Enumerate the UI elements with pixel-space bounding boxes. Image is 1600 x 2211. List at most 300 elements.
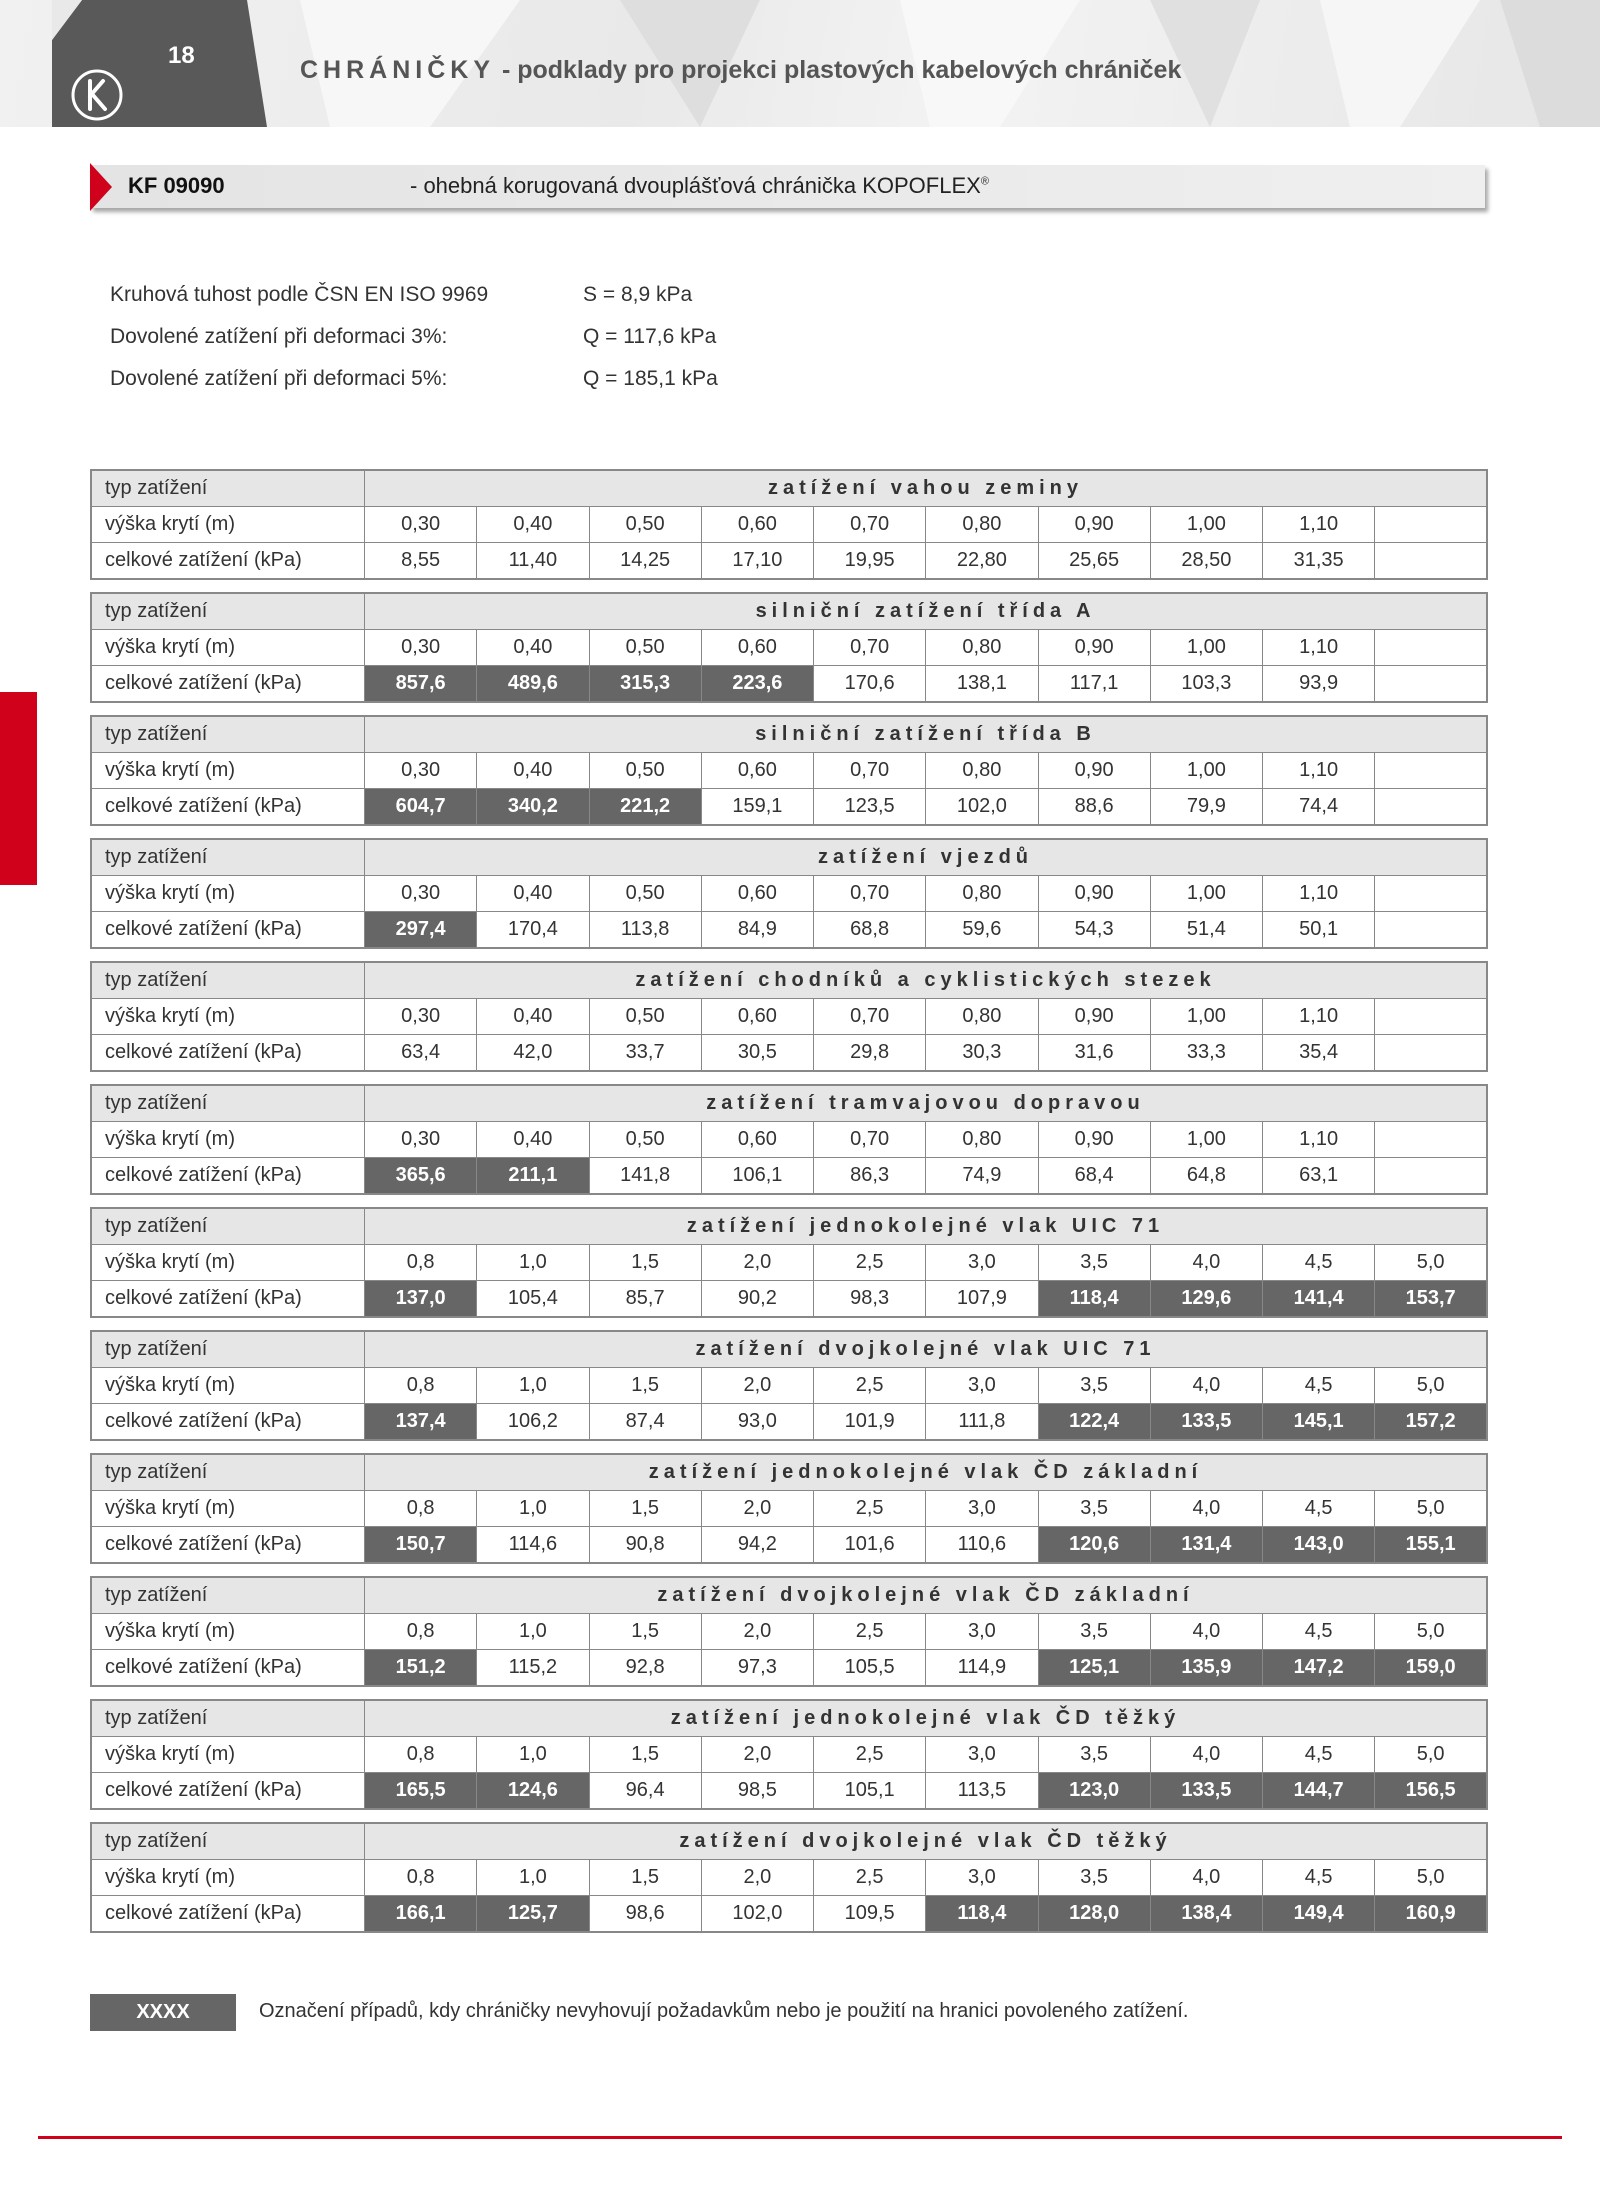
- table-row-type: [91, 1823, 1487, 1860]
- height-cell: 2,5: [814, 1614, 926, 1650]
- table-row-load: [91, 1158, 1487, 1195]
- height-cell: 1,0: [477, 1614, 589, 1650]
- height-cell: 4,5: [1263, 1614, 1375, 1650]
- row-label-height: výška krytí (m): [91, 876, 365, 912]
- load-cell: 90,2: [701, 1281, 813, 1318]
- table-row-load: [91, 1650, 1487, 1687]
- height-cell: 0,8: [365, 1737, 477, 1773]
- height-cell: 0,50: [589, 999, 701, 1035]
- row-label-total: celkové zatížení (kPa): [91, 1650, 365, 1687]
- load-cell-exceeded: 120,6: [1038, 1527, 1150, 1564]
- table-row-type: [91, 716, 1487, 753]
- load-cell: 138,1: [926, 666, 1038, 703]
- row-label-total: celkové zatížení (kPa): [91, 912, 365, 949]
- load-cell: 113,5: [926, 1773, 1038, 1810]
- table-row-load: [91, 1773, 1487, 1810]
- load-cell: 84,9: [701, 912, 813, 949]
- load-cell: 170,6: [814, 666, 926, 703]
- height-cell: 0,60: [701, 753, 813, 789]
- height-cell: 2,0: [701, 1737, 813, 1773]
- load-cell: 92,8: [589, 1650, 701, 1687]
- row-label-height: výška krytí (m): [91, 999, 365, 1035]
- row-label-height: výška krytí (m): [91, 1491, 365, 1527]
- height-cell: 4,5: [1263, 1860, 1375, 1896]
- height-cell: 0,80: [926, 630, 1038, 666]
- height-cell: 1,00: [1150, 1122, 1262, 1158]
- height-cell: 0,70: [814, 753, 926, 789]
- height-cell: 4,5: [1263, 1491, 1375, 1527]
- height-cell: 4,0: [1150, 1368, 1262, 1404]
- load-table: [90, 1699, 1488, 1810]
- height-cell: 0,40: [477, 876, 589, 912]
- height-cell: 1,5: [589, 1245, 701, 1281]
- load-cell-exceeded: 118,4: [1038, 1281, 1150, 1318]
- row-label-type: typ zatížení: [91, 962, 365, 999]
- row-label-total: celkové zatížení (kPa): [91, 1527, 365, 1564]
- load-cell: 8,55: [365, 543, 477, 580]
- load-cell: 42,0: [477, 1035, 589, 1072]
- height-cell: 0,70: [814, 1122, 926, 1158]
- load-cell: 88,6: [1038, 789, 1150, 826]
- load-cell: 35,4: [1263, 1035, 1375, 1072]
- load-cell-exceeded: 157,2: [1375, 1404, 1487, 1441]
- load-type-title: zatížení dvojkolejné vlak ČD základní: [365, 1577, 1488, 1614]
- row-label-type: typ zatížení: [91, 716, 365, 753]
- load-cell: 113,8: [589, 912, 701, 949]
- height-cell: 0,90: [1038, 507, 1150, 543]
- height-cell: 3,5: [1038, 1368, 1150, 1404]
- load-cell-exceeded: 129,6: [1150, 1281, 1262, 1318]
- load-cell: 98,3: [814, 1281, 926, 1318]
- load-cell-exceeded: 138,4: [1150, 1896, 1262, 1933]
- row-label-type: typ zatížení: [91, 1700, 365, 1737]
- table-row-load: [91, 1527, 1487, 1564]
- height-cell: 0,70: [814, 630, 926, 666]
- row-label-height: výška krytí (m): [91, 753, 365, 789]
- load-cell: 22,80: [926, 543, 1038, 580]
- height-cell: 4,5: [1263, 1737, 1375, 1773]
- page-number: 18: [168, 42, 195, 69]
- height-cell: 0,60: [701, 999, 813, 1035]
- height-cell: 0,80: [926, 876, 1038, 912]
- load-cell: 110,6: [926, 1527, 1038, 1564]
- height-cell: 1,10: [1263, 507, 1375, 543]
- table-row-height: [91, 1122, 1487, 1158]
- load-cell-exceeded: 137,0: [365, 1281, 477, 1318]
- load-cell: 74,9: [926, 1158, 1038, 1195]
- load-cell: [1375, 1158, 1487, 1195]
- load-cell: 51,4: [1150, 912, 1262, 949]
- load-cell: 11,40: [477, 543, 589, 580]
- load-cell-exceeded: 133,5: [1150, 1404, 1262, 1441]
- load-cell: 63,4: [365, 1035, 477, 1072]
- table-row-type: [91, 962, 1487, 999]
- table-row-type: [91, 1577, 1487, 1614]
- load-type-title: silniční zatížení třída B: [365, 716, 1488, 753]
- height-cell: 1,5: [589, 1491, 701, 1527]
- height-cell: 0,50: [589, 1122, 701, 1158]
- load-cell-exceeded: 122,4: [1038, 1404, 1150, 1441]
- load-cell: 31,6: [1038, 1035, 1150, 1072]
- height-cell: 5,0: [1375, 1491, 1487, 1527]
- product-description: - ohebná korugovaná dvouplášťová chránička KOPOFLEX®: [410, 173, 989, 198]
- table-row-height: [91, 507, 1487, 543]
- load-table: [90, 961, 1488, 1072]
- load-cell: 28,50: [1150, 543, 1262, 580]
- load-table: [90, 1084, 1488, 1195]
- load-cell-exceeded: 143,0: [1263, 1527, 1375, 1564]
- table-row-load: [91, 1404, 1487, 1441]
- load-cell-exceeded: 141,4: [1263, 1281, 1375, 1318]
- height-cell: 0,40: [477, 630, 589, 666]
- load-cell: 54,3: [1038, 912, 1150, 949]
- height-cell: 1,10: [1263, 999, 1375, 1035]
- load-type-title: zatížení jednokolejné vlak ČD těžký: [365, 1700, 1488, 1737]
- load-tables: [90, 469, 1488, 1945]
- height-cell: 0,40: [477, 1122, 589, 1158]
- height-cell: 1,5: [589, 1737, 701, 1773]
- height-cell: 0,70: [814, 507, 926, 543]
- row-label-type: typ zatížení: [91, 1577, 365, 1614]
- table-row-type: [91, 1700, 1487, 1737]
- height-cell: 3,0: [926, 1737, 1038, 1773]
- bottom-rule: [38, 2136, 1562, 2139]
- load-cell-exceeded: 156,5: [1375, 1773, 1487, 1810]
- spec-label-load-3: Dovolené zatížení při deformaci 3%:: [110, 325, 448, 348]
- height-cell: 0,30: [365, 753, 477, 789]
- table-row-height: [91, 1245, 1487, 1281]
- row-label-total: celkové zatížení (kPa): [91, 1281, 365, 1318]
- row-label-type: typ zatížení: [91, 1208, 365, 1245]
- height-cell: [1375, 876, 1487, 912]
- height-cell: 0,90: [1038, 1122, 1150, 1158]
- load-cell: 30,5: [701, 1035, 813, 1072]
- title-subtitle: - podklady pro projekci plastových kabelových chrániček: [495, 56, 1182, 84]
- load-cell: 87,4: [589, 1404, 701, 1441]
- height-cell: 3,5: [1038, 1491, 1150, 1527]
- load-cell-exceeded: 135,9: [1150, 1650, 1262, 1687]
- red-arrow-icon: [90, 163, 112, 211]
- row-label-total: celkové zatížení (kPa): [91, 543, 365, 580]
- height-cell: 2,0: [701, 1614, 813, 1650]
- load-cell-exceeded: 155,1: [1375, 1527, 1487, 1564]
- legend-text: Označení případů, kdy chráničky nevyhovují požadavkům nebo je použití na hranici povoleného zatížení.: [259, 2000, 1189, 2022]
- load-cell: 86,3: [814, 1158, 926, 1195]
- load-cell-exceeded: 124,6: [477, 1773, 589, 1810]
- load-cell-exceeded: 365,6: [365, 1158, 477, 1195]
- height-cell: 1,0: [477, 1245, 589, 1281]
- load-cell: 98,5: [701, 1773, 813, 1810]
- load-type-title: zatížení tramvajovou dopravou: [365, 1085, 1488, 1122]
- row-label-height: výška krytí (m): [91, 1737, 365, 1773]
- load-cell: [1375, 912, 1487, 949]
- height-cell: 4,0: [1150, 1614, 1262, 1650]
- row-label-type: typ zatížení: [91, 1823, 365, 1860]
- load-cell-exceeded: 128,0: [1038, 1896, 1150, 1933]
- load-cell: 114,9: [926, 1650, 1038, 1687]
- load-type-title: zatížení jednokolejné vlak UIC 71: [365, 1208, 1488, 1245]
- height-cell: 0,90: [1038, 999, 1150, 1035]
- height-cell: 4,0: [1150, 1245, 1262, 1281]
- load-cell: 30,3: [926, 1035, 1038, 1072]
- row-label-total: celkové zatížení (kPa): [91, 666, 365, 703]
- load-cell: 17,10: [701, 543, 813, 580]
- row-label-type: typ zatížení: [91, 470, 365, 507]
- height-cell: 0,90: [1038, 876, 1150, 912]
- height-cell: 0,70: [814, 999, 926, 1035]
- load-cell: 101,6: [814, 1527, 926, 1564]
- table-row-height: [91, 999, 1487, 1035]
- row-label-total: celkové zatížení (kPa): [91, 1158, 365, 1195]
- height-cell: 2,5: [814, 1245, 926, 1281]
- table-row-height: [91, 876, 1487, 912]
- row-label-height: výška krytí (m): [91, 507, 365, 543]
- load-cell-exceeded: 857,6: [365, 666, 477, 703]
- load-cell-exceeded: 165,5: [365, 1773, 477, 1810]
- load-cell: 29,8: [814, 1035, 926, 1072]
- load-cell-exceeded: 144,7: [1263, 1773, 1375, 1810]
- load-table: [90, 715, 1488, 826]
- height-cell: 0,50: [589, 876, 701, 912]
- height-cell: 3,5: [1038, 1737, 1150, 1773]
- height-cell: 3,5: [1038, 1614, 1150, 1650]
- table-row-type: [91, 1085, 1487, 1122]
- row-label-total: celkové zatížení (kPa): [91, 1035, 365, 1072]
- load-cell-exceeded: 211,1: [477, 1158, 589, 1195]
- table-row-height: [91, 1368, 1487, 1404]
- height-cell: 4,0: [1150, 1737, 1262, 1773]
- height-cell: 0,8: [365, 1860, 477, 1896]
- load-cell: 105,5: [814, 1650, 926, 1687]
- table-row-type: [91, 470, 1487, 507]
- height-cell: 0,30: [365, 630, 477, 666]
- table-row-height: [91, 1491, 1487, 1527]
- load-cell: 94,2: [701, 1527, 813, 1564]
- height-cell: 0,60: [701, 1122, 813, 1158]
- height-cell: 3,0: [926, 1491, 1038, 1527]
- load-type-title: zatížení vjezdů: [365, 839, 1488, 876]
- kopos-logo-icon: [70, 68, 124, 122]
- spec-label-ring-stiffness: Kruhová tuhost podle ČSN EN ISO 9969: [110, 283, 489, 306]
- load-cell: 101,9: [814, 1404, 926, 1441]
- load-cell-exceeded: 145,1: [1263, 1404, 1375, 1441]
- height-cell: 1,00: [1150, 999, 1262, 1035]
- load-cell: 98,6: [589, 1896, 701, 1933]
- height-cell: 0,30: [365, 1122, 477, 1158]
- load-type-title: zatížení dvojkolejné vlak UIC 71: [365, 1331, 1488, 1368]
- load-table: [90, 838, 1488, 949]
- height-cell: 1,00: [1150, 507, 1262, 543]
- table-row-type: [91, 1208, 1487, 1245]
- height-cell: 4,0: [1150, 1491, 1262, 1527]
- load-cell: 111,8: [926, 1404, 1038, 1441]
- load-cell-exceeded: 166,1: [365, 1896, 477, 1933]
- load-cell-exceeded: 340,2: [477, 789, 589, 826]
- height-cell: 0,60: [701, 630, 813, 666]
- height-cell: 0,8: [365, 1491, 477, 1527]
- legend-swatch: XXXX: [90, 1994, 236, 2031]
- height-cell: 1,5: [589, 1860, 701, 1896]
- load-cell-exceeded: 489,6: [477, 666, 589, 703]
- load-table: [90, 592, 1488, 703]
- height-cell: 3,0: [926, 1368, 1038, 1404]
- height-cell: 5,0: [1375, 1737, 1487, 1773]
- height-cell: 1,10: [1263, 630, 1375, 666]
- load-cell: 25,65: [1038, 543, 1150, 580]
- height-cell: 4,5: [1263, 1245, 1375, 1281]
- height-cell: 1,0: [477, 1860, 589, 1896]
- title-brand: CHRÁNIČKY: [300, 56, 495, 84]
- height-cell: 0,90: [1038, 753, 1150, 789]
- load-cell: 170,4: [477, 912, 589, 949]
- row-label-type: typ zatížení: [91, 839, 365, 876]
- row-label-type: typ zatížení: [91, 1331, 365, 1368]
- load-cell-exceeded: 150,7: [365, 1527, 477, 1564]
- load-cell-exceeded: 221,2: [589, 789, 701, 826]
- load-cell: 102,0: [926, 789, 1038, 826]
- load-cell-exceeded: 133,5: [1150, 1773, 1262, 1810]
- height-cell: 3,5: [1038, 1860, 1150, 1896]
- height-cell: 0,40: [477, 753, 589, 789]
- height-cell: 2,0: [701, 1860, 813, 1896]
- height-cell: 0,30: [365, 507, 477, 543]
- load-cell: 96,4: [589, 1773, 701, 1810]
- load-cell: 93,9: [1263, 666, 1375, 703]
- row-label-total: celkové zatížení (kPa): [91, 1773, 365, 1810]
- side-accent-bar: [0, 692, 37, 885]
- height-cell: 1,00: [1150, 753, 1262, 789]
- load-cell: 79,9: [1150, 789, 1262, 826]
- height-cell: 0,40: [477, 999, 589, 1035]
- height-cell: 0,40: [477, 507, 589, 543]
- load-cell: 103,3: [1150, 666, 1262, 703]
- load-cell-exceeded: 137,4: [365, 1404, 477, 1441]
- height-cell: 0,30: [365, 876, 477, 912]
- load-cell-exceeded: 151,2: [365, 1650, 477, 1687]
- load-cell: 115,2: [477, 1650, 589, 1687]
- height-cell: 5,0: [1375, 1860, 1487, 1896]
- load-cell: 63,1: [1263, 1158, 1375, 1195]
- table-row-load: [91, 789, 1487, 826]
- height-cell: 3,5: [1038, 1245, 1150, 1281]
- height-cell: 0,50: [589, 753, 701, 789]
- height-cell: [1375, 507, 1487, 543]
- table-row-load: [91, 1281, 1487, 1318]
- load-cell: 105,1: [814, 1773, 926, 1810]
- load-cell-exceeded: 118,4: [926, 1896, 1038, 1933]
- load-type-title: zatížení vahou zeminy: [365, 470, 1488, 507]
- row-label-type: typ zatížení: [91, 1085, 365, 1122]
- height-cell: 1,10: [1263, 876, 1375, 912]
- load-cell: [1375, 666, 1487, 703]
- load-cell: 33,3: [1150, 1035, 1262, 1072]
- product-code: KF 09090: [128, 173, 225, 198]
- load-cell: 141,8: [589, 1158, 701, 1195]
- load-cell: 159,1: [701, 789, 813, 826]
- load-cell-exceeded: 604,7: [365, 789, 477, 826]
- load-cell-exceeded: 125,1: [1038, 1650, 1150, 1687]
- load-cell-exceeded: 123,0: [1038, 1773, 1150, 1810]
- height-cell: 2,0: [701, 1368, 813, 1404]
- height-cell: 1,10: [1263, 1122, 1375, 1158]
- load-cell: 19,95: [814, 543, 926, 580]
- load-table: [90, 1576, 1488, 1687]
- load-cell: [1375, 789, 1487, 826]
- height-cell: 2,5: [814, 1737, 926, 1773]
- row-label-height: výška krytí (m): [91, 1860, 365, 1896]
- table-row-load: [91, 543, 1487, 580]
- row-label-height: výška krytí (m): [91, 630, 365, 666]
- table-row-type: [91, 839, 1487, 876]
- load-table: [90, 1453, 1488, 1564]
- load-type-title: zatížení chodníků a cyklistických stezek: [365, 962, 1488, 999]
- table-row-height: [91, 630, 1487, 666]
- load-cell: 105,4: [477, 1281, 589, 1318]
- row-label-height: výška krytí (m): [91, 1614, 365, 1650]
- table-row-load: [91, 1896, 1487, 1933]
- load-cell: 68,4: [1038, 1158, 1150, 1195]
- height-cell: 2,5: [814, 1491, 926, 1527]
- height-cell: 0,50: [589, 507, 701, 543]
- height-cell: 0,80: [926, 507, 1038, 543]
- table-row-load: [91, 912, 1487, 949]
- height-cell: 0,90: [1038, 630, 1150, 666]
- spec-value-load-3: Q = 117,6 kPa: [583, 325, 717, 348]
- load-type-title: zatížení dvojkolejné vlak ČD těžký: [365, 1823, 1488, 1860]
- load-cell: 93,0: [701, 1404, 813, 1441]
- row-label-type: typ zatížení: [91, 1454, 365, 1491]
- load-table: [90, 1330, 1488, 1441]
- height-cell: 2,5: [814, 1368, 926, 1404]
- page-title: [300, 56, 1181, 85]
- height-cell: 2,0: [701, 1491, 813, 1527]
- row-label-type: typ zatížení: [91, 593, 365, 630]
- load-cell: 106,2: [477, 1404, 589, 1441]
- height-cell: 1,10: [1263, 753, 1375, 789]
- height-cell: 0,50: [589, 630, 701, 666]
- registered-mark: ®: [980, 175, 989, 188]
- load-cell-exceeded: 159,0: [1375, 1650, 1487, 1687]
- row-label-total: celkové zatížení (kPa): [91, 1404, 365, 1441]
- load-cell: 74,4: [1263, 789, 1375, 826]
- height-cell: 2,5: [814, 1860, 926, 1896]
- height-cell: 4,5: [1263, 1368, 1375, 1404]
- height-cell: 3,0: [926, 1614, 1038, 1650]
- table-row-height: [91, 1614, 1487, 1650]
- load-cell-exceeded: 297,4: [365, 912, 477, 949]
- load-cell: 97,3: [701, 1650, 813, 1687]
- load-cell: 59,6: [926, 912, 1038, 949]
- row-label-total: celkové zatížení (kPa): [91, 1896, 365, 1933]
- height-cell: 3,0: [926, 1860, 1038, 1896]
- height-cell: 5,0: [1375, 1614, 1487, 1650]
- table-row-height: [91, 1860, 1487, 1896]
- table-row-height: [91, 1737, 1487, 1773]
- height-cell: 5,0: [1375, 1368, 1487, 1404]
- load-cell-exceeded: 125,7: [477, 1896, 589, 1933]
- load-cell-exceeded: 149,4: [1263, 1896, 1375, 1933]
- height-cell: 0,8: [365, 1368, 477, 1404]
- load-cell: 31,35: [1263, 543, 1375, 580]
- height-cell: 3,0: [926, 1245, 1038, 1281]
- load-cell: 33,7: [589, 1035, 701, 1072]
- load-cell: 106,1: [701, 1158, 813, 1195]
- height-cell: 1,5: [589, 1368, 701, 1404]
- table-row-load: [91, 1035, 1487, 1072]
- height-cell: 5,0: [1375, 1245, 1487, 1281]
- height-cell: 0,30: [365, 999, 477, 1035]
- spec-label-load-5: Dovolené zatížení při deformaci 5%:: [110, 367, 448, 390]
